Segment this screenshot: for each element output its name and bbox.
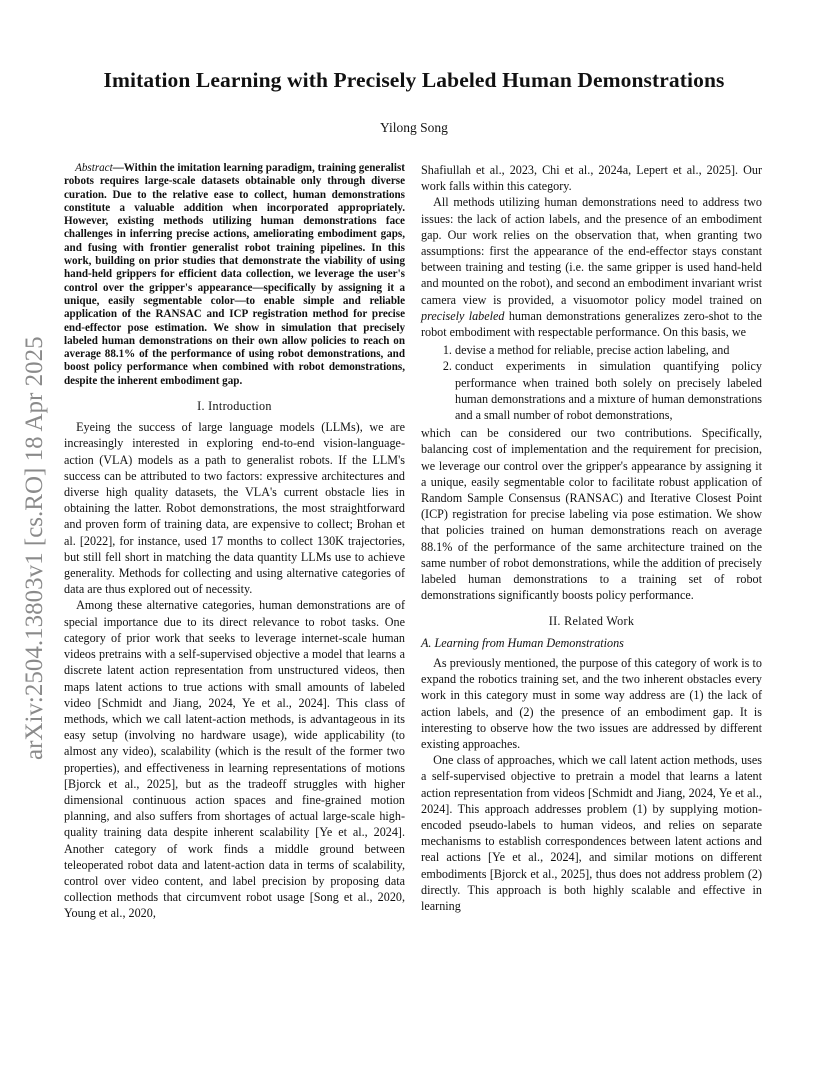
left-column <box>64 162 405 922</box>
section-heading-related-work: II. Related Work <box>548 614 635 629</box>
intro-continuation: Shafiullah et al., 2023, Chi et al., 2024a, Lepert et al., 2025]. Our work falls within this category. <box>421 163 762 194</box>
section-heading-introduction: I. Introduction <box>197 399 272 414</box>
subsection-heading: A. Learning from Human Demonstrations <box>421 635 624 650</box>
intro-p3-text-b: human demonstrations generalizes zero-shot to the robot embodiment with respectable performance. On this basis, we <box>421 308 763 340</box>
intro-p3-emphasis: precisely labeled <box>421 308 505 323</box>
intro-paragraph-1: Eyeing the success of large language models (LLMs), we are increasingly interested in exploring end-to-end vision-language-action (VLA) models as a path to generalist robots. If the LLM's success can be attributed to two factors: expressive architectures and diverse high quality datasets, the VLA's current obstacle lies in obtaining the latter. Robot demonstrations, the most straightforward and proven form of training data, are expensive to collect; Brohan et al. [2022], for instance, used 17 months to collect 130K trajectories, but still fell short in matching the data quantity LLMs use to achieve generality. Methods for collecting and using alternative categories of data are thus explored out of necessity. <box>64 420 405 597</box>
abstract-body: —Within the imitation learning paradigm, training generalist robots requires large-scale datasets obtainable only through diverse curation. Due to the relative ease to collect, human demonstrations constitute a valuable addition when incorporated appropriately. However, existing methods utilizing human demonstrations face challenges in inferring precise actions, ameliorating embodiment gaps, and fusing with frontier generalist robot training pipelines. In this work, building on prior studies that demonstrate the viability of using hand-held grippers for efficient data collection, we leverage the user's control over the gripper's appearance—specifically by assigning it a unique, easily segmentable color—to enable simple and reliable application of the RANSAC and ICP registration method for precise end-effector pose estimation. We show in simulation that precisely labeled human demonstrations on their own allow policies to reach on average 88.1% of the performance of using robot demonstrations, and boost policy performance when combined with robot demonstrations, despite the inherent embodiment gap. <box>64 162 405 387</box>
list-item: 2. conduct experiments in simulation quantifying policy performance when trained both solely on precisely labeled human demonstrations and a mixture of human demonstrations and a small number of robot demonstrations, <box>455 358 762 423</box>
paper-title: Imitation Learning with Precisely Labeled Human Demonstrations <box>103 68 725 92</box>
related-paragraph-1: As previously mentioned, the purpose of this category of work is to expand the robotics training set, and the two inherent obstacles every work in this category must in some way address are (1) the lack of action labels, and (2) the presence of an embodiment gap. It is interesting to observe how the two issues are addressed by different existing approaches. <box>421 655 762 751</box>
intro-paragraph-3 <box>421 194 762 340</box>
abstract-label: Abstract <box>75 162 113 174</box>
contributions-list <box>421 342 762 423</box>
list-item: 1. devise a method for reliable, precise action labeling, and <box>455 342 762 358</box>
arxiv-stamp: arXiv:2504.13803v1 [cs.RO] 18 Apr 2025 <box>21 336 48 760</box>
author-name: Yilong Song <box>380 120 448 135</box>
abstract <box>64 162 405 388</box>
related-paragraph-2: One class of approaches, which we call latent action methods, uses a self-supervised objective to pretrain a model that learns a latent action representation from videos [Schmidt and Jiang, 2024, Ye et al., 2024]. This approach addresses problem (1) by supplying motion-encoded pseudo-labels to human videos, and relies on separate mechanisms to establish correspondences between latent actions and real actions [Ye et al., 2024], and similar motions on different embodiments [Bjorck et al., 2025], thus does not address problem (2) directly. This approach is both highly scalable and effective in learning <box>421 753 762 913</box>
intro-paragraph-4: which can be considered our two contributions. Specifically, balancing cost of implementation and the requirement for precision, we leverage our control over the gripper's appearance by assigning it a unique, easily segmentable color to facilitate robust application of Random Sample Consensus (RANSAC) and Iterative Closest Point (ICP) registration for precise labeling via pose estimation. We show that policies trained on human demonstrations reach on average 88.1% of the performance of the same architecture trained on the same number of robot demonstrations, while the addition of precisely labeled human demonstrations to a training set of robot demonstrations significantly boosts policy performance. <box>421 426 762 603</box>
right-column <box>421 162 762 914</box>
intro-p3-text-a: All methods utilizing human demonstrations need to address two issues: the lack of action labels, and the presence of an embodiment gap. Our work relies on the observation that, when granting two assumptions: first the appearance of the end-effector stays constant between training and testing (i.e. the same gripper is used hand-held and mounted on the robot), and second an embodiment invariant wrist camera view is provided, a visuomotor policy model trained on <box>421 195 762 307</box>
intro-paragraph-2: Among these alternative categories, human demonstrations are of special importance due to its direct relevance to robot tasks. One category of prior work that seeks to leverage internet-scale human videos pretrains with a self-supervised objective a model that learns a discrete latent action representation from unstructured videos, then maps latent actions to true actions with small amounts of labeled video [Schmidt and Jiang, 2024, Ye et al., 2024]. This class of methods, which we call latent-action methods, is advantageous in its easy setup (involving no hardware usage), wide applicability (to almost any video), scalability (which is the result of the former two properties), and effectiveness in learning representations of motions [Bjorck et al., 2025], but as the tradeoff struggles with higher dimensional continuous action spaces and fine-grained motion planning, and also suffers from shortages of actual large-scale high-quality training data despite inherent scalability [Ye et al., 2024]. Another category of work finds a middle ground between teleoperated robot data and latent-action data in terms of scalability, control over video content, and label precision by proposing data collection methods that circumvent robot usage [Song et al., 2020, Young et al., 2020, <box>64 598 405 921</box>
